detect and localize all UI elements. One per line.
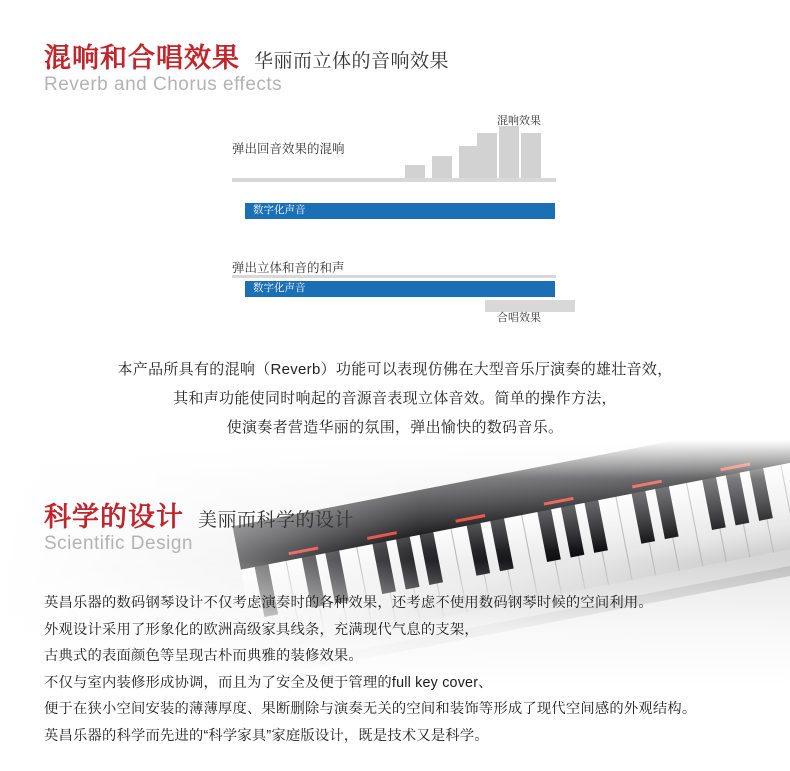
paragraph-design-description (44, 590, 764, 749)
diagram-caption-reverb: 混响效果 (497, 115, 541, 127)
reverb-step-4 (477, 133, 497, 181)
paragraph1-line-2: 其和声功能使同时响起的音源音表现立体音效。简单的操作方法， (173, 390, 617, 407)
section1-heading-row (44, 36, 449, 75)
section2-heading-subtitle: 美丽而科学的设计 (198, 510, 355, 531)
paragraph2-line-4: 不仅与室内装修形成协调，而且为了安全及便于管理的full key cover、 (44, 674, 493, 691)
diagram-label-chorus: 弹出立体和音的和声 (232, 261, 345, 275)
section1-heading-subtitle: 华丽而立体的音响效果 (254, 51, 450, 72)
diagram-caption-chorus: 合唱效果 (497, 312, 541, 324)
reverb-step-3 (459, 146, 479, 181)
section2-heading-row (44, 495, 354, 534)
paragraph1-line-1: 本产品所具有的混响（Reverb）功能可以表现仿佛在大型音乐厅演奏的雄壮音效， (117, 361, 673, 378)
paragraph2-line-3: 古典式的表面颜色等呈现古朴而典雅的装修效果。 (44, 648, 363, 664)
diagram-label-reverb: 弹出回音效果的混响 (232, 142, 345, 156)
paragraph2-line-6: 英昌乐器的科学而先进的“科学家具”家庭版设计，既是技术又是科学。 (44, 727, 489, 744)
section2-heading-cn: 科学的设计 (44, 502, 184, 532)
paragraph2-line-1: 英昌乐器的数码钢琴设计不仅考虑演奏时的各种效果，还考虑不使用数码钢琴时候的空间利用。 (44, 595, 653, 611)
section1-heading-cn: 混响和合唱效果 (44, 43, 240, 73)
reverb-step-6 (521, 133, 541, 181)
paragraph1-line-3: 使演奏者营造华丽的氛围，弹出愉快的数码音乐。 (226, 419, 564, 436)
digital-sound-bar-chorus: 数字化声音 (245, 281, 555, 297)
chorus-top-band (232, 275, 556, 278)
reverb-baseline (232, 178, 556, 182)
reverb-chorus-diagram (0, 115, 790, 330)
section2-heading-en: Scientific Design (44, 533, 193, 554)
paragraph2-line-5: 便于在狭小空间安装的薄薄厚度、果断删除与演奏无关的空间和装饰等形成了现代空间感的外观结构。 (44, 701, 697, 717)
paragraph-reverb-description (0, 355, 790, 442)
digital-sound-bar-reverb: 数字化声音 (245, 203, 555, 219)
reverb-step-5 (499, 126, 519, 181)
paragraph2-line-2: 外观设计采用了形象化的欧洲高级家具线条，充满现代气息的支架， (44, 621, 479, 638)
section1-heading-en: Reverb and Chorus effects (44, 74, 283, 95)
